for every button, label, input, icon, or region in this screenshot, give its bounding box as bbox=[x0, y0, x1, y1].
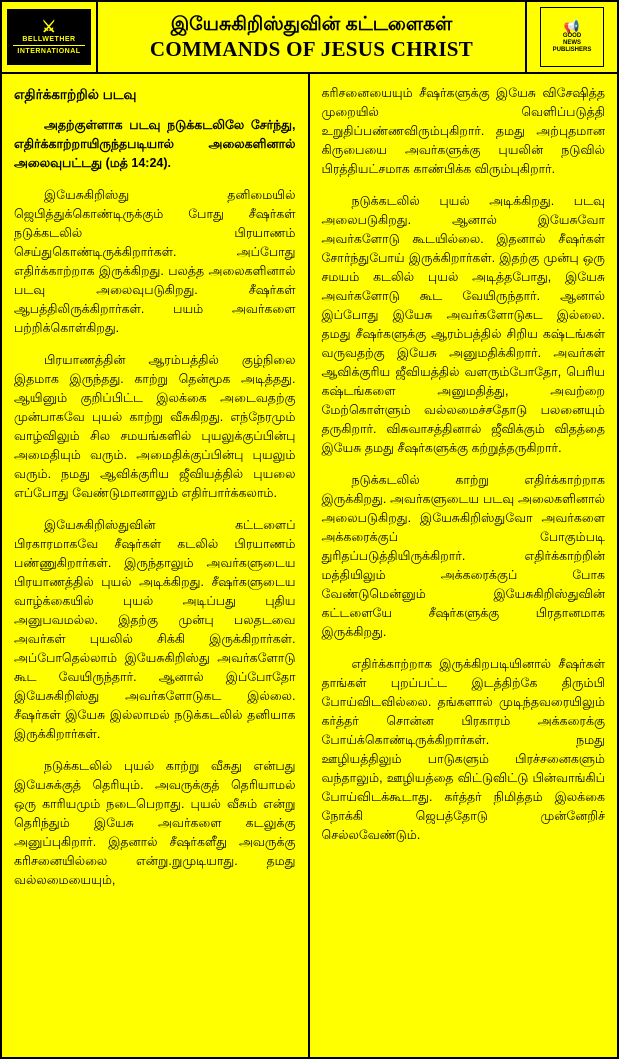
paragraph: நடுக்கடலில் புயல் காற்று வீசுது என்பது இயேசுக்குத் தெரியும். அவருக்குத் தெரியாமல் ஒரு காரியமும் நடைபெறாது. புயல் வீசும் என்று தெரிந்தும் இயேசு அவர்களை கடலுக்கு அனுப்புகிறார். இதனால் சீஷர்களீது அவருக்கு கரிசனையில்லை என்று.றுமுடியாது. தமது வல்லமையையும், bbox=[14, 759, 296, 887]
title-english: COMMANDS OF JESUS CHRIST bbox=[149, 37, 474, 61]
bellwether-logo-line1: BELLWETHER bbox=[22, 35, 76, 43]
good-news-publishers-logo bbox=[540, 7, 604, 67]
right-column bbox=[310, 74, 618, 1057]
paragraph-scripture: அதற்குள்ளாக படவு நடுக்கடலிலே சேர்ந்து, எதிர்க்காற்றாயிருந்தபடியால் அலைகளினால் அலைவுபட்டது (மத் 14:24). bbox=[14, 118, 296, 170]
paragraph: இயேசுகிறிஸ்துவின் கட்டளைப் பிரகாரமாகவே சீஷர்கள் கடலில் பிரயாணம் பண்ணுகிறார்கள். இருந்தாலும் அவர்களுடைய பிரயாணத்தில் புயல் அடிக்கிறது. சீஷர்களுடைய வாழ்க்கையில் புயல் அடிப்பது புதிய அனுபவமல்ல. இதற்கு முன்பு பலதடவை அவர்கள் புயலில் சிக்கி இருக்கிறார்கள். அப்போதெல்லாம் இயேசுகிறிஸ்து அவர்களோடு கூட வேயிருந்தார். ஆனால் இப்போதோ இயேசுகிறிஸ்து அவர்களோடுகட இல்லை. சீஷர்கள் இயேசு இல்லாமல் நடுக்கடலில் தனியாக இருக்கிறார்கள். bbox=[14, 518, 296, 741]
paragraph: எதிர்க்காற்றாக இருக்கிறபடியினால் சீஷர்கள் தாங்கள் புறப்பட்ட இடத்திற்கே திரும்பி போய்விடவில்லை. தங்களால் முடிந்தவரையிலும் கர்த்தர் சொன்ன பிரகாரம் அக்கரைக்கு போய்க்கொண்டிருக்கிறார்கள். நமது ஊழியத்திலும் பாடுகளும் பிரச்சனைகளும் வந்தாலும், ஊழியத்தை விட்டுவிட்டு பின்வாங்கிப் போய்விடக்கூடாது. கர்த்தர் நிமித்தம் இலக்கை நோக்கி ஜெபத்தோடு முன்னேறிச் செல்லவேண்டும். bbox=[321, 657, 605, 842]
bellwether-logo-line2: INTERNATIONAL bbox=[17, 47, 81, 55]
document-title-block bbox=[98, 2, 525, 72]
gnp-logo-line1: GOOD bbox=[562, 33, 582, 39]
gnp-logo-line2: NEWS bbox=[563, 40, 581, 46]
title-tamil: இயேசுகிறிஸ்துவின் கட்டளைகள் bbox=[170, 14, 453, 35]
bellwether-emblem-icon: ⚔ bbox=[41, 18, 57, 36]
bellwether-logo bbox=[7, 9, 91, 65]
publisher-logo-left bbox=[2, 2, 98, 72]
paragraph: பிரயாணத்தின் ஆரம்பத்தில் குழ்நிலை இதமாக இருந்தது. காற்று தென்மூக அடித்தது. ஆயினும் குறிப்பிட்ட இலக்கை அடைவதற்கு முன்பாகவே புயல் காற்று வீசுகிறது. எந்நேரமும் வாழ்விலும் சில சமயங்களில் புயலுக்குப்பின்பு அமைதியும் வரும். அமைதிக்குப்பின்பு புயலும் வரும். நமது ஆவிக்குரிய ஜீவியத்தில் புயலை எப்போது வேண்டுமானாலும் எதிர்பார்க்கலாம். bbox=[14, 353, 296, 500]
paragraph: நடுக்கடலில் புயல் அடிக்கிறது. படவு அலைபடுகிறது. ஆனால் இயேசுவோ அவர்களோடு கூடயில்லை. இதனால் சீஷர்கள் சோர்ந்துபோய் இருக்கிறார்கள். இதற்கு முன்பு ஒரு சமயம் கடலில் புயல் அடித்தபோது, இயேசு அவர்களோடு கூட வேயிருந்தார். ஆனால் இப்போது இயேசு அவர்களோடுகட இல்லை. தமது சீஷர்களுக்கு ஆரம்பத்தில் சிறிய கஷ்டங்கள் வருவதற்கு இயேசு அனுமதிக்கிறார். அவர்கள் ஆவிக்குரிய ஜீவியத்தில் வளரும்போதோ, பெரிய கஷ்டங்களை அனுமதித்து, அவற்றை மேற்கொள்ளும் வல்லமைச்சதோடு பலனையும் தருகிறார். விசுவாசத்தினால் ஜீவிக்கும் விதத்தை இயேசு தமது சீஷர்களுக்கு கற்றுத்தருகிறார். bbox=[321, 194, 605, 455]
paragraph: கரிசனையையும் சீஷர்களுக்கு இயேசு விசேஷித்த முறையில் வெளிப்படுத்தி உறுதிப்பண்ணவிரும்புகிறார். தமது அற்புதமான கிருபையை அவர்களுக்கு புயலின் நடுவில் பிரத்தியட்சமாக காண்பிக்க விரும்புகிறார். bbox=[321, 86, 605, 176]
publisher-logo-right bbox=[525, 2, 617, 72]
logo-divider bbox=[13, 45, 85, 46]
document-header bbox=[2, 2, 617, 74]
section-heading: எதிர்க்காற்றில் படவு bbox=[14, 87, 137, 102]
document-body bbox=[2, 74, 617, 1057]
left-column bbox=[2, 74, 310, 1057]
gnp-logo-line3: PUBLISHERS bbox=[552, 47, 592, 53]
paragraph: இயேசுகிறிஸ்து தனிமையில் ஜெபித்துக்கொண்டிருக்கும் போது சீஷர்கள் நடுக்கடலில் பிரயாணம் செய்துகொண்டிருக்கிறார்கள். அப்போது எதிர்க்காற்றாக இருக்கிறது. பலத்த அலைகளினால் படவு அலைவுபடுகிறது. சீஷர்கள் ஆபத்திலிருக்கிறார்கள். பயம் அவர்களை பற்றிக்கொள்கிறது. bbox=[14, 188, 296, 335]
trumpet-icon: 📢 bbox=[563, 19, 581, 34]
paragraph: நடுக்கடலில் காற்று எதிர்க்காற்றாக இருக்கிறது. அவர்களுடைய படவு அலைகளினால் அலைபடுகிறது. இயேசுகிறிஸ்துவோ அவர்களை அக்கரைக்குப் போகும்படி துரிதப்படுத்தியிருக்கிறார். எதிர்க்காற்றின் மத்தியிலும் அக்கரைக்குப் போக வேண்டுமென்னும் இயேசுகிறிஸ்துவின் கட்டளையே சீஷர்களுக்கு பிரதானமாக இருக்கிறது. bbox=[321, 473, 605, 639]
